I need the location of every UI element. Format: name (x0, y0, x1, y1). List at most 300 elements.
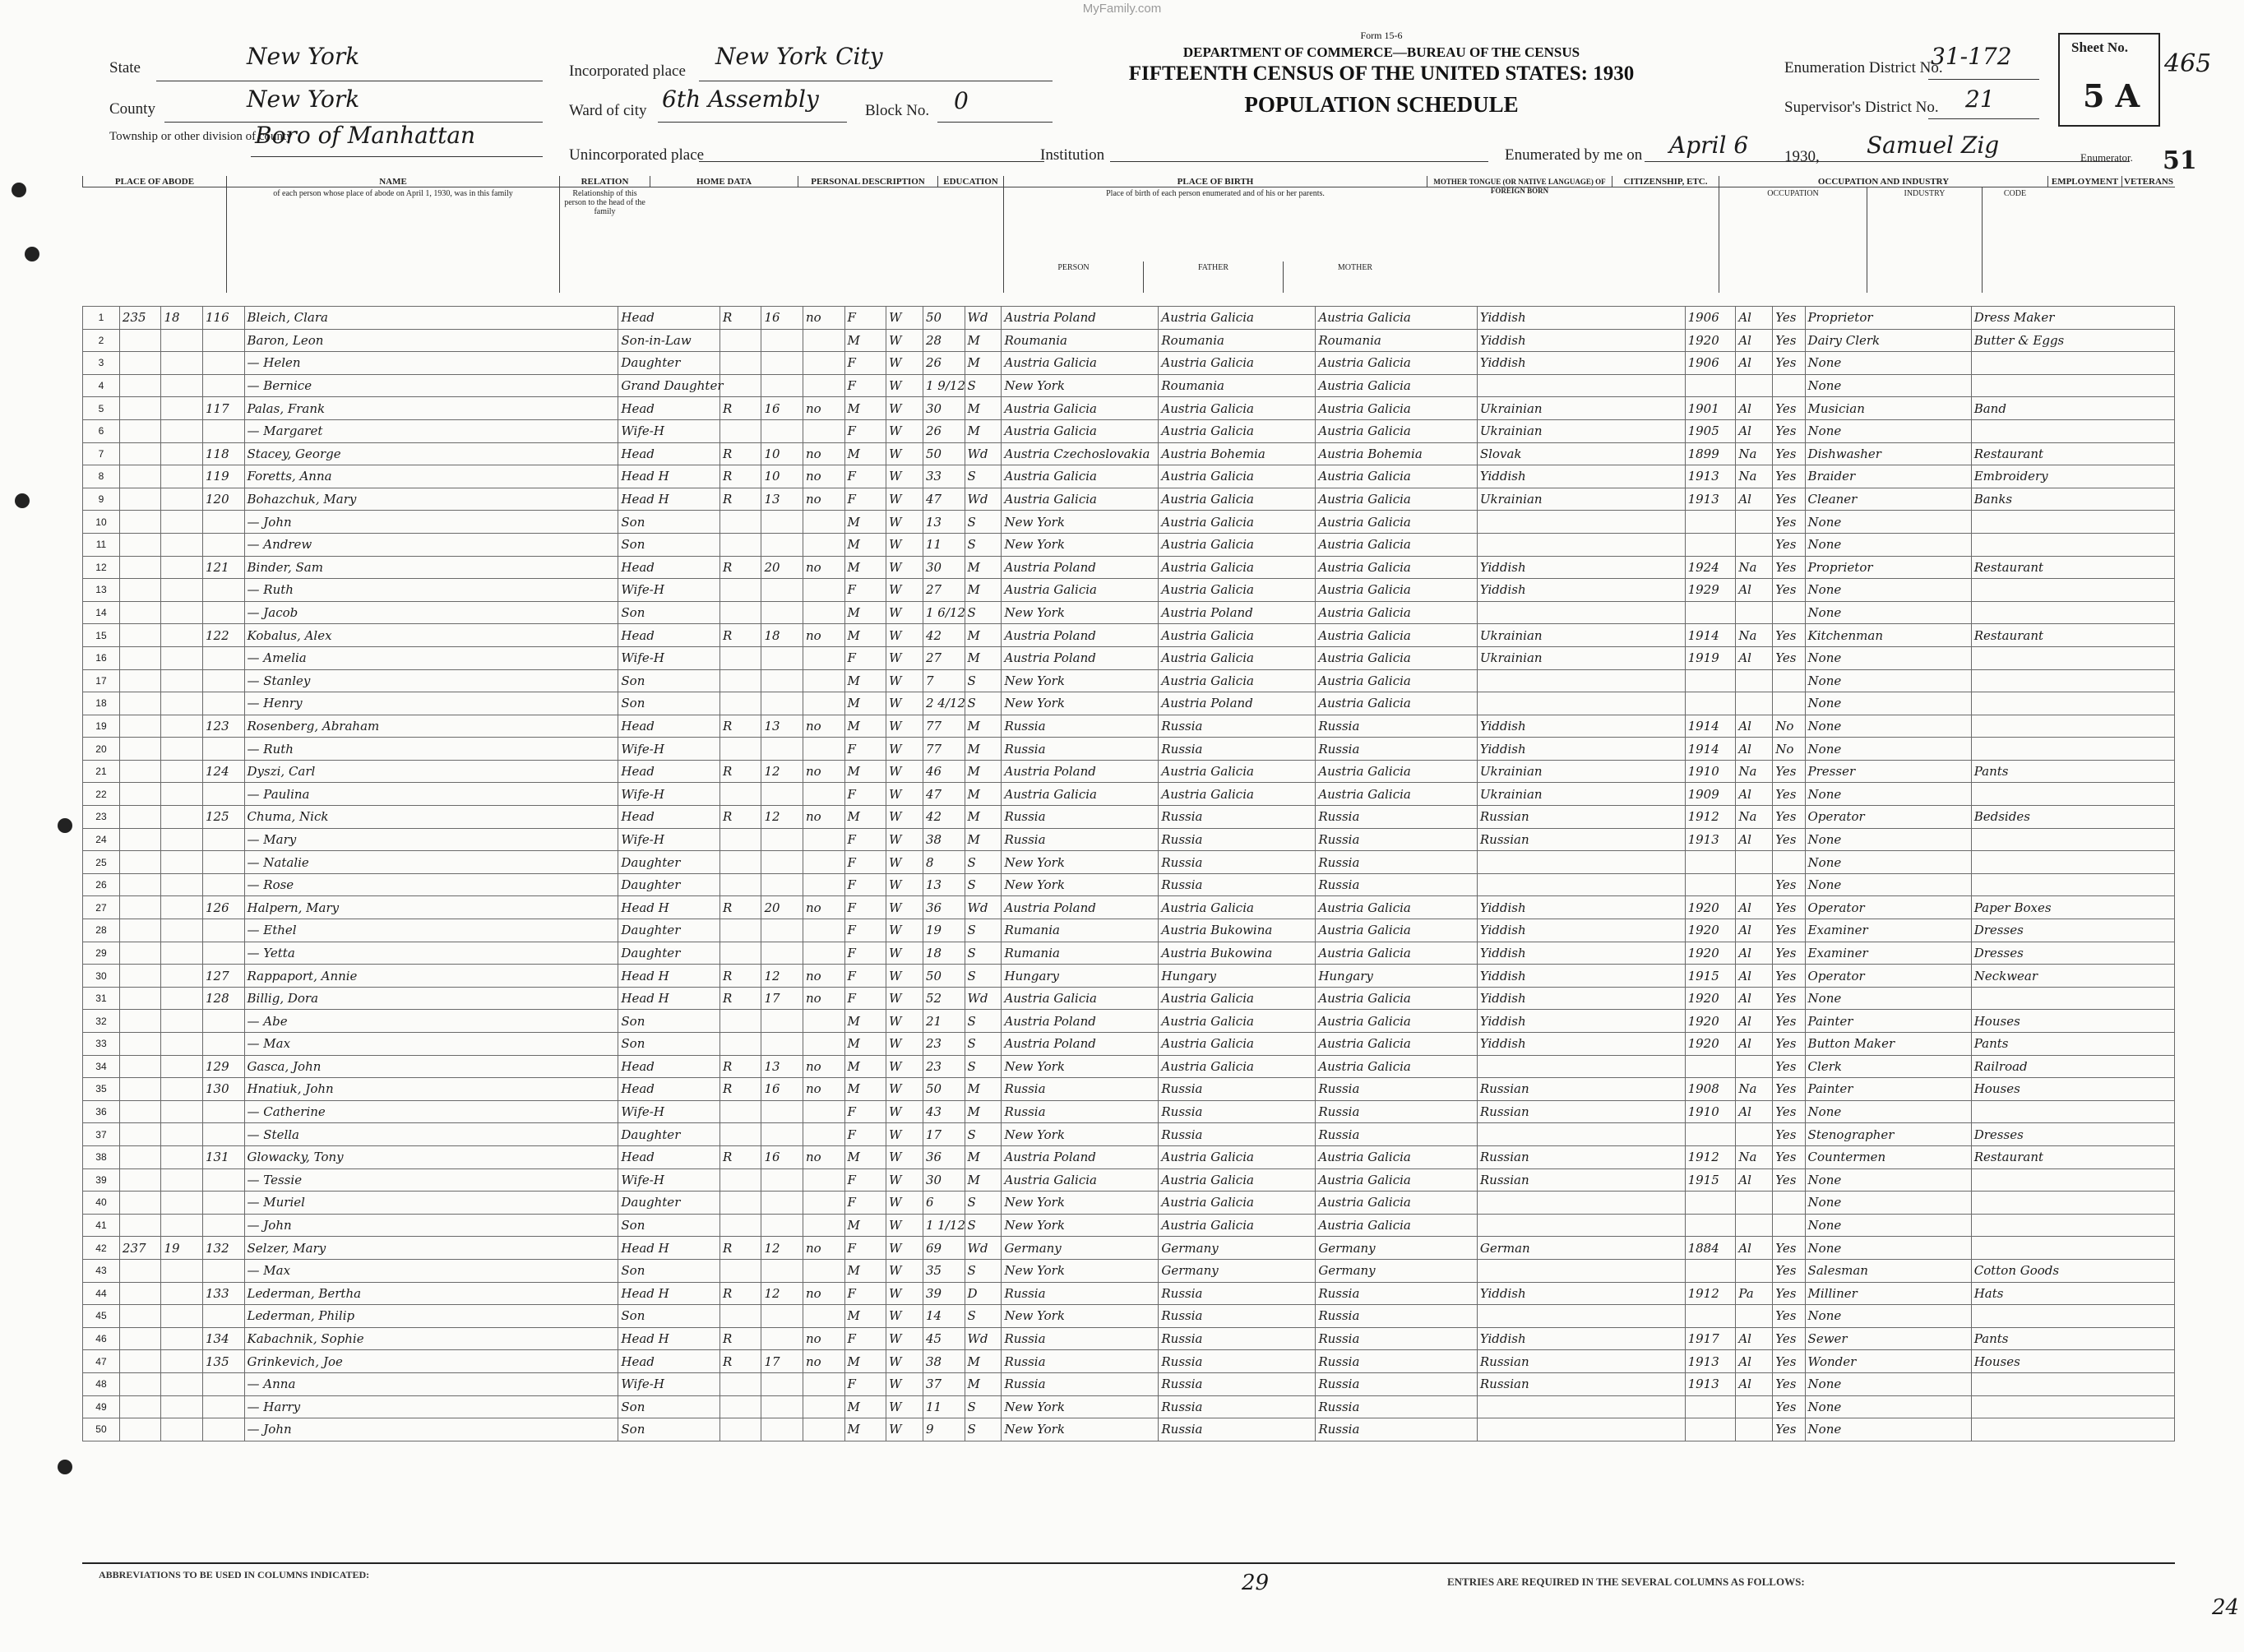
farm (803, 919, 845, 942)
mother-tongue (1477, 511, 1685, 534)
mother-tongue: Yiddish (1477, 1282, 1685, 1305)
occupation: Operator (1805, 965, 1971, 988)
birthplace-father: Austria Galicia (1159, 397, 1316, 420)
birthplace-father: Austria Galicia (1159, 556, 1316, 579)
industry (1971, 1100, 2174, 1123)
dwelling-number (161, 669, 203, 692)
line-number: 27 (83, 896, 120, 919)
occupation: None (1805, 1168, 1971, 1192)
home-tenure (719, 533, 761, 556)
industry (1971, 533, 2174, 556)
relation: Wife-H (618, 1372, 720, 1395)
dwelling-street-no (119, 419, 161, 442)
relation: Head H (618, 488, 720, 511)
dwelling-street-no (119, 1418, 161, 1441)
table-row (83, 533, 2175, 556)
naturalization (1736, 851, 1773, 874)
line-number: 20 (83, 738, 120, 761)
farm (803, 1100, 845, 1123)
occupation: Painter (1805, 1010, 1971, 1033)
mother-tongue: German (1477, 1237, 1685, 1260)
institution-underline (1110, 161, 1488, 162)
rent-value (761, 1418, 803, 1441)
dwelling-street-no (119, 601, 161, 624)
age: 19 (923, 919, 965, 942)
marital-status: M (965, 1350, 1002, 1373)
naturalization: Na (1736, 806, 1773, 829)
farm (803, 1123, 845, 1146)
occupation: None (1805, 1305, 1971, 1328)
dwelling-street-no (119, 828, 161, 851)
person-name: Kobalus, Alex (244, 624, 618, 647)
table-row (83, 738, 2175, 761)
family-number (202, 1259, 244, 1282)
age: 9 (923, 1418, 965, 1441)
relation: Daughter (618, 1123, 720, 1146)
age: 26 (923, 419, 965, 442)
relation: Son (618, 1305, 720, 1328)
home-tenure: R (719, 1055, 761, 1078)
sex: F (844, 987, 886, 1010)
state-value: New York (247, 43, 360, 70)
home-tenure (719, 329, 761, 352)
enumerated-by-label: Enumerated by me on (1505, 146, 1643, 164)
industry: Dresses (1971, 942, 2174, 965)
farm (803, 1168, 845, 1192)
person-name: Hnatiuk, John (244, 1078, 618, 1101)
mother-tongue (1477, 1418, 1685, 1441)
age: 30 (923, 397, 965, 420)
birthplace-father: Austria Galicia (1159, 307, 1316, 330)
dwelling-street-no (119, 442, 161, 465)
line-number: 25 (83, 851, 120, 874)
form-number: Form 15-6 (1360, 30, 1403, 41)
birthplace-father: Austria Galicia (1159, 987, 1316, 1010)
immigration-year: 1908 (1685, 1078, 1736, 1101)
home-tenure: R (719, 1327, 761, 1350)
home-tenure (719, 1123, 761, 1146)
farm (803, 783, 845, 806)
birthplace-mother: Austria Galicia (1316, 1145, 1478, 1168)
sex: M (844, 1350, 886, 1373)
birthplace-mother: Austria Galicia (1316, 783, 1478, 806)
naturalization (1736, 1395, 1773, 1418)
naturalization (1736, 873, 1773, 896)
race: W (886, 1259, 923, 1282)
birthplace-mother: Austria Galicia (1316, 1214, 1478, 1237)
sex: F (844, 1100, 886, 1123)
dwelling-number: 19 (161, 1237, 203, 1260)
industry: Paper Boxes (1971, 896, 2174, 919)
speaks-english: Yes (1773, 806, 1805, 829)
line-number: 7 (83, 442, 120, 465)
speaks-english: Yes (1773, 624, 1805, 647)
family-number (202, 1395, 244, 1418)
mother-tongue: Yiddish (1477, 556, 1685, 579)
industry: Band (1971, 397, 2174, 420)
dwelling-number (161, 987, 203, 1010)
family-number: 133 (202, 1282, 244, 1305)
person-name: Palas, Frank (244, 397, 618, 420)
home-tenure (719, 1259, 761, 1282)
industry: Hats (1971, 1282, 2174, 1305)
person-name: Grinkevich, Joe (244, 1350, 618, 1373)
speaks-english: Yes (1773, 1395, 1805, 1418)
table-row (83, 1418, 2175, 1441)
age: 42 (923, 624, 965, 647)
occupation: None (1805, 352, 1971, 375)
group-home-data: HOME DATA (650, 176, 798, 187)
mother-tongue: Yiddish (1477, 715, 1685, 738)
home-tenure (719, 352, 761, 375)
line-number: 43 (83, 1259, 120, 1282)
farm (803, 738, 845, 761)
farm (803, 1214, 845, 1237)
rent-value (761, 646, 803, 669)
speaks-english: Yes (1773, 1100, 1805, 1123)
state-label: State (109, 59, 141, 76)
table-row (83, 1123, 2175, 1146)
marital-status: M (965, 646, 1002, 669)
industry (1971, 828, 2174, 851)
sex: F (844, 1237, 886, 1260)
margin-note: 29 (1242, 1571, 1270, 1595)
dwelling-number (161, 511, 203, 534)
birthplace-father: Russia (1159, 1350, 1316, 1373)
birthplace-person: Austria Poland (1002, 556, 1159, 579)
speaks-english: Yes (1773, 1033, 1805, 1056)
table-row (83, 1237, 2175, 1260)
sex: F (844, 307, 886, 330)
dwelling-street-no (119, 896, 161, 919)
relation: Head (618, 1350, 720, 1373)
dwelling-number (161, 828, 203, 851)
mother-tongue (1477, 1214, 1685, 1237)
mother-tongue: Yiddish (1477, 942, 1685, 965)
industry (1971, 669, 2174, 692)
sheet-label: Sheet No. (2071, 39, 2128, 55)
sex: F (844, 783, 886, 806)
race: W (886, 307, 923, 330)
sex: M (844, 329, 886, 352)
marital-status: Wd (965, 896, 1002, 919)
entries-title: ENTRIES ARE REQUIRED IN THE SEVERAL COLUMNS AS FOLLOWS: (1447, 1576, 1805, 1588)
line-number: 26 (83, 873, 120, 896)
supervisor-value: 21 (1965, 86, 1995, 113)
township-label: Township or other division of county (109, 130, 293, 143)
speaks-english: Yes (1773, 783, 1805, 806)
marital-status: M (965, 419, 1002, 442)
birthplace-father: Austria Galicia (1159, 1055, 1316, 1078)
mother-tongue: Yiddish (1477, 579, 1685, 602)
family-number (202, 1010, 244, 1033)
immigration-year: 1914 (1685, 738, 1736, 761)
birthplace-person: Austria Galicia (1002, 579, 1159, 602)
table-row (83, 692, 2175, 715)
age: 46 (923, 760, 965, 783)
speaks-english: Yes (1773, 1418, 1805, 1441)
home-tenure: R (719, 760, 761, 783)
relation: Son (618, 1033, 720, 1056)
family-number (202, 1214, 244, 1237)
speaks-english: Yes (1773, 646, 1805, 669)
table-row (83, 1145, 2175, 1168)
table-row (83, 1259, 2175, 1282)
race: W (886, 1372, 923, 1395)
mother-tongue (1477, 851, 1685, 874)
line-number: 21 (83, 760, 120, 783)
age: 8 (923, 851, 965, 874)
dwelling-number (161, 556, 203, 579)
marital-status: M (965, 1145, 1002, 1168)
home-tenure: R (719, 488, 761, 511)
sex: F (844, 919, 886, 942)
immigration-year (1685, 374, 1736, 397)
line-number: 6 (83, 419, 120, 442)
occupation: None (1805, 669, 1971, 692)
speaks-english (1773, 1192, 1805, 1215)
relation: Wife-H (618, 579, 720, 602)
dwelling-number (161, 942, 203, 965)
occupation: None (1805, 579, 1971, 602)
birthplace-father: Austria Poland (1159, 601, 1316, 624)
birthplace-person: New York (1002, 1395, 1159, 1418)
birthplace-father: Roumania (1159, 374, 1316, 397)
race: W (886, 1055, 923, 1078)
birthplace-father: Austria Galicia (1159, 579, 1316, 602)
birthplace-person: Austria Poland (1002, 646, 1159, 669)
dwelling-number (161, 442, 203, 465)
line-number: 28 (83, 919, 120, 942)
dwelling-number (161, 579, 203, 602)
industry (1971, 374, 2174, 397)
home-tenure (719, 851, 761, 874)
birthplace-person: Russia (1002, 828, 1159, 851)
marital-status: M (965, 1168, 1002, 1192)
naturalization: Al (1736, 646, 1773, 669)
person-name: — Paulina (244, 783, 618, 806)
table-row (83, 307, 2175, 330)
dwelling-street-no (119, 851, 161, 874)
rent-value: 12 (761, 965, 803, 988)
table-row (83, 783, 2175, 806)
rent-value: 16 (761, 397, 803, 420)
relation: Head (618, 1078, 720, 1101)
block-underline (937, 122, 1053, 123)
marital-status: M (965, 397, 1002, 420)
home-tenure (719, 1033, 761, 1056)
marital-status: S (965, 1033, 1002, 1056)
naturalization (1736, 601, 1773, 624)
birthplace-mother: Russia (1316, 1327, 1478, 1350)
naturalization: Na (1736, 465, 1773, 488)
speaks-english: Yes (1773, 987, 1805, 1010)
industry: Dress Maker (1971, 307, 2174, 330)
immigration-year (1685, 1395, 1736, 1418)
mother-tongue (1477, 669, 1685, 692)
occupation: Proprietor (1805, 556, 1971, 579)
occupation: None (1805, 987, 1971, 1010)
birthplace-mother: Austria Galicia (1316, 397, 1478, 420)
naturalization: Al (1736, 919, 1773, 942)
farm: no (803, 488, 845, 511)
family-number: 131 (202, 1145, 244, 1168)
immigration-year: 1901 (1685, 397, 1736, 420)
age: 13 (923, 873, 965, 896)
marital-status: M (965, 738, 1002, 761)
marital-status: M (965, 329, 1002, 352)
occupation: None (1805, 1214, 1971, 1237)
rent-value: 13 (761, 488, 803, 511)
birthplace-mother: Russia (1316, 1100, 1478, 1123)
line-number: 15 (83, 624, 120, 647)
race: W (886, 646, 923, 669)
dwelling-street-no (119, 806, 161, 829)
occupation: Painter (1805, 1078, 1971, 1101)
speaks-english: Yes (1773, 1237, 1805, 1260)
mother-tongue: Russian (1477, 828, 1685, 851)
age: 37 (923, 1372, 965, 1395)
dwelling-number (161, 851, 203, 874)
occupation: None (1805, 601, 1971, 624)
rent-value (761, 783, 803, 806)
marital-status: S (965, 601, 1002, 624)
speaks-english: Yes (1773, 1305, 1805, 1328)
dwelling-number (161, 533, 203, 556)
sex: M (844, 1259, 886, 1282)
dwelling-number (161, 715, 203, 738)
birthplace-mother: Austria Galicia (1316, 1168, 1478, 1192)
birthplace-father: Russia (1159, 851, 1316, 874)
farm: no (803, 556, 845, 579)
industry (1971, 1168, 2174, 1192)
dwelling-street-no (119, 1010, 161, 1033)
birthplace-mother: Russia (1316, 715, 1478, 738)
mother-tongue: Yiddish (1477, 919, 1685, 942)
home-tenure: R (719, 965, 761, 988)
table-row (83, 715, 2175, 738)
speaks-english: Yes (1773, 511, 1805, 534)
code-column-head: CODE (1982, 187, 2047, 293)
rent-value: 17 (761, 1350, 803, 1373)
relation: Head H (618, 987, 720, 1010)
relation: Head H (618, 465, 720, 488)
industry: Pants (1971, 1033, 2174, 1056)
age: 69 (923, 1237, 965, 1260)
rent-value (761, 1259, 803, 1282)
mother-tongue: Yiddish (1477, 1010, 1685, 1033)
dwelling-street-no (119, 1214, 161, 1237)
speaks-english: Yes (1773, 419, 1805, 442)
line-number: 37 (83, 1123, 120, 1146)
birthplace-person: New York (1002, 873, 1159, 896)
naturalization: Al (1736, 329, 1773, 352)
race: W (886, 851, 923, 874)
occupation: None (1805, 646, 1971, 669)
dwelling-number (161, 1418, 203, 1441)
enum-district-value: 31-172 (1931, 43, 2012, 70)
person-name: Lederman, Philip (244, 1305, 618, 1328)
birthplace-father: Russia (1159, 1327, 1316, 1350)
immigration-year: 1920 (1685, 919, 1736, 942)
occupation: Dairy Clerk (1805, 329, 1971, 352)
rent-value (761, 1192, 803, 1215)
relation: Son-in-Law (618, 329, 720, 352)
family-number (202, 692, 244, 715)
industry: Houses (1971, 1350, 2174, 1373)
dwelling-street-no (119, 1372, 161, 1395)
census-grid (82, 176, 2175, 1437)
mother-tongue: Ukrainian (1477, 646, 1685, 669)
home-tenure (719, 646, 761, 669)
dwelling-street-no (119, 624, 161, 647)
farm (803, 374, 845, 397)
person-name: — Jacob (244, 601, 618, 624)
marital-status: S (965, 1010, 1002, 1033)
punch-hole (15, 493, 30, 508)
home-tenure: R (719, 1282, 761, 1305)
naturalization (1736, 692, 1773, 715)
farm (803, 533, 845, 556)
home-tenure: R (719, 1145, 761, 1168)
line-number: 47 (83, 1350, 120, 1373)
industry (1971, 601, 2174, 624)
occupation: Stenographer (1805, 1123, 1971, 1146)
relation: Son (618, 1259, 720, 1282)
age: 26 (923, 352, 965, 375)
birthplace-father: Austria Galicia (1159, 624, 1316, 647)
dwelling-street-no (119, 1145, 161, 1168)
immigration-year: 1920 (1685, 942, 1736, 965)
rent-value (761, 1100, 803, 1123)
table-row (83, 1055, 2175, 1078)
dwelling-street-no (119, 1395, 161, 1418)
rent-value: 13 (761, 715, 803, 738)
occupation: Presser (1805, 760, 1971, 783)
group-place-of-abode: PLACE OF ABODE (82, 176, 226, 187)
naturalization: Al (1736, 1168, 1773, 1192)
relation: Head H (618, 965, 720, 988)
naturalization: Al (1736, 715, 1773, 738)
person-name: Glowacky, Tony (244, 1145, 618, 1168)
rent-value: 12 (761, 1237, 803, 1260)
rent-value (761, 942, 803, 965)
line-number: 48 (83, 1372, 120, 1395)
speaks-english: Yes (1773, 760, 1805, 783)
relation: Head (618, 556, 720, 579)
marital-status: S (965, 374, 1002, 397)
industry: Cotton Goods (1971, 1259, 2174, 1282)
naturalization: Al (1736, 307, 1773, 330)
birthplace-mother: Austria Galicia (1316, 624, 1478, 647)
farm: no (803, 1237, 845, 1260)
person-name: Foretts, Anna (244, 465, 618, 488)
marital-status: S (965, 511, 1002, 534)
marital-status: S (965, 1395, 1002, 1418)
sex: F (844, 579, 886, 602)
home-tenure (719, 738, 761, 761)
incorporated-label: Incorporated place (569, 62, 686, 80)
age: 77 (923, 738, 965, 761)
table-row (83, 352, 2175, 375)
farm (803, 1033, 845, 1056)
birthplace-person: Austria Poland (1002, 760, 1159, 783)
family-number: 132 (202, 1237, 244, 1260)
relation: Grand Daughter (618, 374, 720, 397)
birthplace-father: Russia (1159, 1078, 1316, 1101)
line-number: 38 (83, 1145, 120, 1168)
rent-value (761, 1123, 803, 1146)
